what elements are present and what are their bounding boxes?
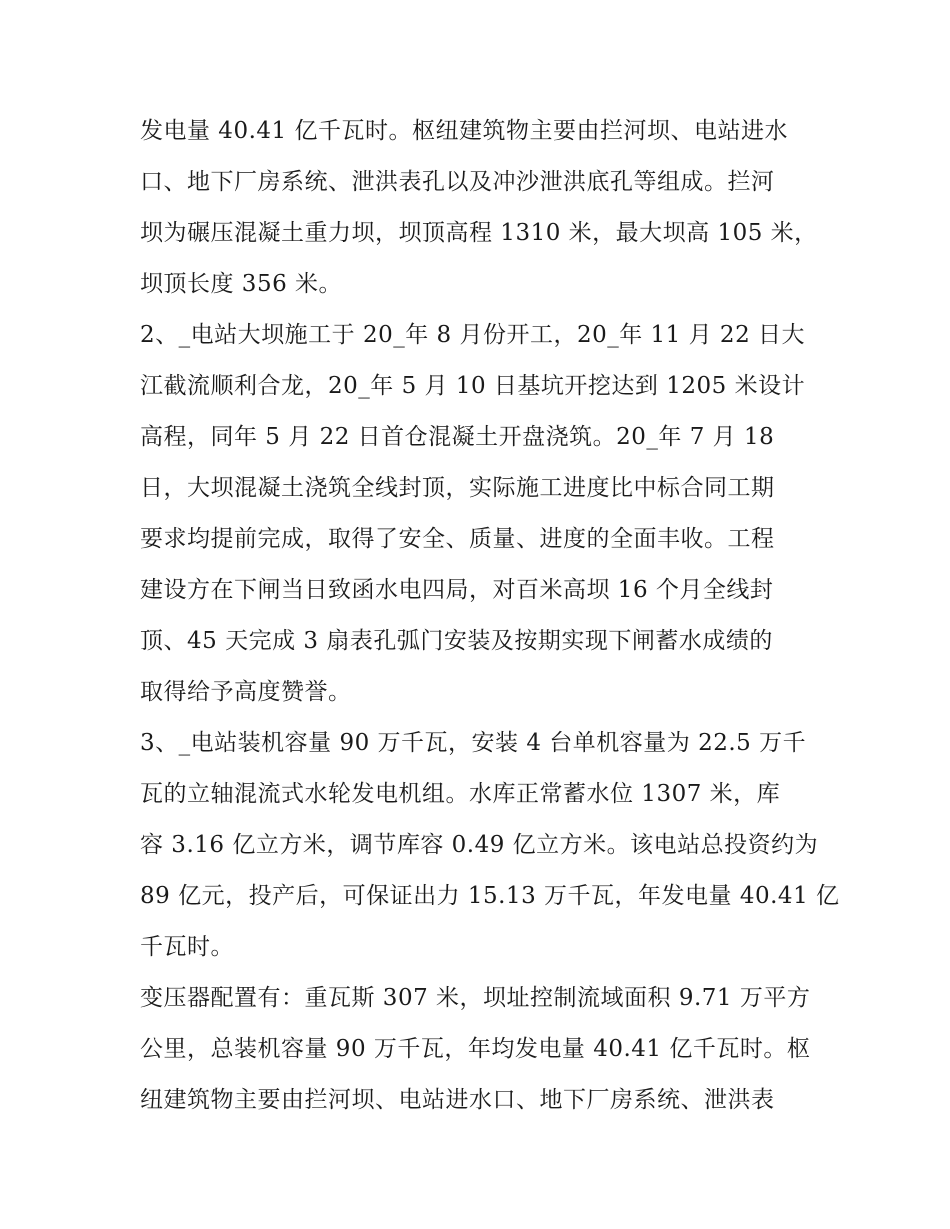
text-line: 高程，同年 5 月 22 日首仓混凝土开盘浇筑。20_年 7 月 18: [140, 424, 775, 450]
text-line: 公里，总装机容量 90 万千瓦，年均发电量 40.41 亿千瓦时。枢: [140, 1036, 811, 1062]
text-line: 坝为碾压混凝土重力坝，坝顶高程 1310 米，最大坝高 105 米，: [140, 220, 818, 246]
text-line: 瓦的立轴混流式水轮发电机组。水库正常蓄水位 1307 米，库: [140, 781, 781, 807]
text-line: 2、_电站大坝施工于 20_年 8 月份开工，20_年 11 月 22 日大: [140, 322, 806, 348]
text-line: 要求均提前完成，取得了安全、质量、进度的全面丰收。工程: [140, 526, 775, 552]
text-line: 容 3.16 亿立方米，调节库容 0.49 亿立方米。该电站总投资约为: [140, 832, 819, 858]
text-line: 取得给予高度赞誉。: [140, 679, 352, 705]
text-line: 89 亿元，投产后，可保证出力 15.13 万千瓦，年发电量 40.41 亿: [140, 883, 840, 909]
text-line: 日，大坝混凝土浇筑全线封顶，实际施工进度比中标合同工期: [140, 475, 775, 501]
text-line: 顶、45 天完成 3 扇表孔弧门安装及按期实现下闸蓄水成绩的: [140, 628, 773, 654]
text-line: 江截流顺利合龙，20_年 5 月 10 日基坑开挖达到 1205 米设计: [140, 373, 806, 399]
text-line: 纽建筑物主要由拦河坝、电站进水口、地下厂房系统、泄洪表: [140, 1087, 775, 1113]
text-line: 发电量 40.41 亿千瓦时。枢纽建筑物主要由拦河坝、电站进水: [140, 118, 788, 144]
text-line: 坝顶长度 356 米。: [140, 271, 343, 297]
text-line: 口、地下厂房系统、泄洪表孔以及冲沙泄洪底孔等组成。拦河: [140, 169, 775, 195]
text-line: 变压器配置有：重瓦斯 307 米，坝址控制流域面积 9.71 万平方: [140, 985, 811, 1011]
text-line: 建设方在下闸当日致函水电四局，对百米高坝 16 个月全线封: [140, 577, 774, 603]
text-line: 千瓦时。: [140, 934, 234, 960]
text-line: 3、_电站装机容量 90 万千瓦，安装 4 台单机容量为 22.5 万千: [140, 730, 807, 756]
document-body: [140, 106, 840, 1126]
